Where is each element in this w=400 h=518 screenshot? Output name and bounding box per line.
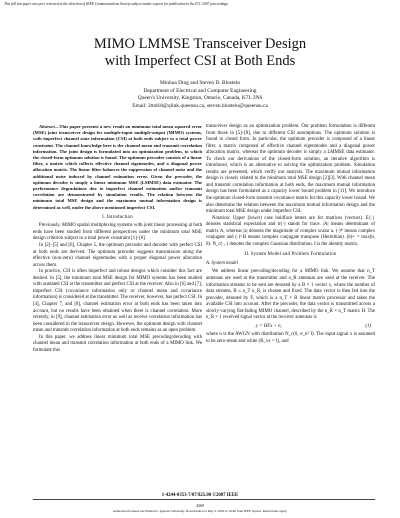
abstract [33, 124, 202, 211]
right-column [206, 124, 375, 346]
paragraph: Notation: Upper (lower) case boldface letters are for matrices (vectors). E{·} denotes statistical expectation and tr(·) stands for trace. |A| means determinant of matrix A, whereas |a| denotes the magnitude of complex scalar a. (·)* means complex conjugate and (·)^H means complex conjugate transpose (Hermitian). (b)+ = max(b, 0). N_c(·,·) denotes the complex Gaussian distribution. I is the identity matrix. [206, 215, 375, 247]
title-line-1: MIMO LMMSE Transceiver Design [93, 36, 307, 52]
equation-number: (1) [365, 323, 371, 329]
email: Email: 2md18@qlink.queensu.ca, steven.blostein@queensu.ca [132, 102, 268, 109]
isbn-footer: 1-4244-0353-7/07/$25.00 ©2007 IEEE [161, 493, 239, 498]
paragraph: transceiver design as an optimization problem. Our problem formulation is different from those in [5]–[8], due to different CSI assumptions. The optimum solution is found in closed form. In particular, the optimum precoder is composed of a linear filter, a matrix composed of effective channel eigenmodes and a diagonal power allocation matrix, whereas the optimum decoder is simply a LMMSE data estimator. To check our derivations of the closed-form solution, an iterative algorithm is introduced, which is an alternative to solving the optimization problem. Simulation results are presented, which verify our analysis. The maximum mutual information design is closely related to the minimum total MSE design [2][3]. With channel mean and transmit correlation information at both ends, the maximum mutual information design has been formulated as a capacity lower bound problem in [11]. We introduce the optimum closed-form transmit covariance matrix for this capacity lower bound. We also determine the relation between the maximum mutual information design and the minimum total MSE design under imperfect CSI. [206, 124, 376, 215]
subsection-heading: A. System model [206, 260, 238, 266]
equation-body: y = HFx + n, [256, 323, 282, 329]
paper-title [0, 36, 400, 70]
department: Department of Electrical and Computer Engineering [143, 87, 257, 94]
paragraph: In practice, CSI is often imperfect and robust designs which consider this fact are desired. In [5], the minimum total MSE design for MIMO systems has been studied with outdated CSI at the transmitter and perfect CSI at the receiver. Also in [6] and [7], imperfect CSI (covariance information only or channel mean and covariance information) is considered at the transmitter. The receiver, however, has perfect CSI. In [4], Chapter 7, and [8], channel estimation error at both ends has been taken into account, but no results have been obtained when there is channel correlation. More recently, in [9], channel estimation error as well as receive correlation information has been considered in the transceiver design. However, the optimum design with channel mean and transmit correlation information at both ends remains as an open problem. [33, 269, 202, 334]
title-line-2: with Imperfect CSI at Both Ends [104, 53, 296, 69]
paragraph: We address linear precoding/decoding for a MIMO link. We assume that n_T antennas are used at the transmitter and n_R antennas are used at the receiver. The information streams to be sent are denoted by a B × 1 vector x, where the number of data streams, B ≤ n_T n_R, is chosen and fixed. The data vector is then fed into the precoder, denoted by F, which is a n_T × B linear matrix processor and takes the available CSI into account. After the precoder, the data vector is transmitted across a slowly-varying flat-fading MIMO channel, described by the n_R × n_T matrix H. The n_R × 1 received signal vector at the receiver antennas is [206, 269, 375, 321]
left-column [33, 124, 202, 354]
university: Queen's University, Kingston, Ontario, Canada, K7L 3N6 [137, 95, 263, 102]
equation-1 [206, 322, 375, 333]
paragraph: In this paper, we address linear minimum total MSE precoding/decoding with channel mean and transmit correlation information at both ends of a MIMO link. We formulate this [33, 334, 202, 353]
footer-divider [33, 499, 375, 500]
abstract-body: This paper presents a new result on minimum total mean squared error (MSE) joint transceiver design for multiple-input multiple-output (MIMO) systems, with imperfect channel state information (CSI) at both ends subject to a total power constraint. The channel knowledge here is the channel mean and transmit correlation information. The joint design is formulated into an optimization problem, to which the closed-form optimum solution is found. The optimum precoder consists of a linear filter, a matrix which collects effective channel eigenmodes, and a diagonal power allocation matrix. The linear filter balances the suppression of channel noise and the additional noise induced by channel estimation error. Given the precoder, the optimum decoder is simply a linear minimum MSE (LMMSE) data estimator. The performance degradations due to imperfect channel estimation and/or transmit correlation are demonstrated by simulation results. The relation between the minimum total MSE design and the maximum mutual information design is determined as well, under the above mentioned imperfect CSI. [33, 124, 202, 210]
section-heading-system-model: II. System Model and Problem Formulation [244, 252, 337, 258]
paragraph: In [2]–[5] and [6], Chapter 5, the optimum precoder and decoder with perfect CSI at both ends are derived. The optimum precoder suggests transmission along the effective (non-zero) channel eigenmodes with a proper diagonal power allocation across them. [33, 243, 202, 268]
peer-review-note: This full text paper was peer reviewed at the direction of IEEE Communications Society subject matter experts for publication in the ICC 2007 proceedings. [4, 2, 229, 6]
page-number: 4369 [196, 503, 204, 508]
license-notice: Authorized licensed use limited to: Queens University. Downloaded on May 2, 2009 at 16:46 from IEEE Xplore. Restrictions apply. [112, 509, 288, 513]
author-names: Minhua Ding and Steven D. Blostein [160, 80, 240, 86]
paragraph: where n is the AWGN with distribution N_c(0, σ_n² I). The input signal x is assumed to be zero-mean and white (R_xx = I), and [206, 332, 375, 344]
paragraph: Previously, MIMO spatial multiplexing systems with joint linear processing at both ends have been studied from different perspectives under the minimum total MSE design criterion subject to a total power constraint [1]–[8]. [33, 223, 202, 242]
abstract-lead: Abstract— [39, 124, 60, 129]
author-block [0, 80, 400, 110]
section-heading-introduction: I. Introduction [102, 214, 133, 220]
